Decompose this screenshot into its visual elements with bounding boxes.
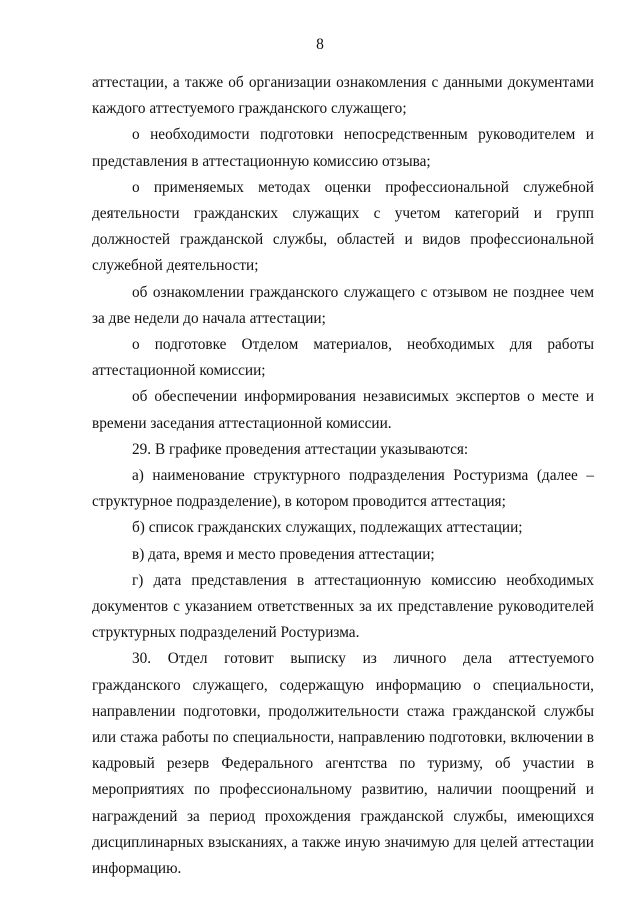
document-body [92, 70, 594, 882]
paragraph-29-b: б) список гражданских служащих, подлежащих аттестации; [132, 519, 523, 537]
page-number: 8 [316, 36, 324, 53]
paragraph-evaluation-methods: о применяемых методах оценки профессиональной служебной деятельности гражданских служащих с учетом категорий и групп должностей гражданской службы, областей и видов профессиональной служебной деятельности; [92, 178, 594, 275]
paragraph-29-heading: 29. В графике проведения аттестации указываются: [132, 440, 469, 458]
paragraph-experts-informing: об обеспечении информирования независимых экспертов о месте и времени заседания аттестационной комиссии. [92, 388, 594, 432]
paragraph-29-v: в) дата, время и место проведения аттестации; [132, 545, 435, 563]
paragraph-29-a: а) наименование структурного подразделения Ростуризма (далее – структурное подразделение), в котором проводится аттестация; [92, 467, 594, 511]
paragraph-materials-preparation: о подготовке Отделом материалов, необходимых для работы аттестационной комиссии; [92, 336, 594, 380]
paragraph-review-familiarization: об ознакомлении гражданского служащего с отзывом не позднее чем за две недели до начала аттестации; [92, 283, 594, 327]
paragraph-review-preparation: о необходимости подготовки непосредственным руководителем и представления в аттестационную комиссию отзыва; [92, 126, 594, 170]
paragraph-continuation: аттестации, а также об организации ознакомления с данными документами каждого аттестуемого гражданского служащего; [92, 74, 594, 118]
paragraph-29-g: г) дата представления в аттестационную комиссию необходимых документов с указанием ответственных за их представление руководителей структурных подразделений Ростуризма. [92, 571, 594, 642]
paragraph-30: 30. Отдел готовит выписку из личного дела аттестуемого гражданского служащего, содержащую информацию о специальности, направлении подготовки, продолжительности стажа гражданской службы или стажа работы по специальности, направлению подготовки, включении в кадровый резерв Федерального агентства по туризму, об участии в мероприятиях по профессиональному развитию, наличии поощрений и награждений за период прохождения гражданской службы, имеющихся дисциплинарных взысканиях, а также иную значимую для целей аттестации информацию. [92, 650, 594, 878]
